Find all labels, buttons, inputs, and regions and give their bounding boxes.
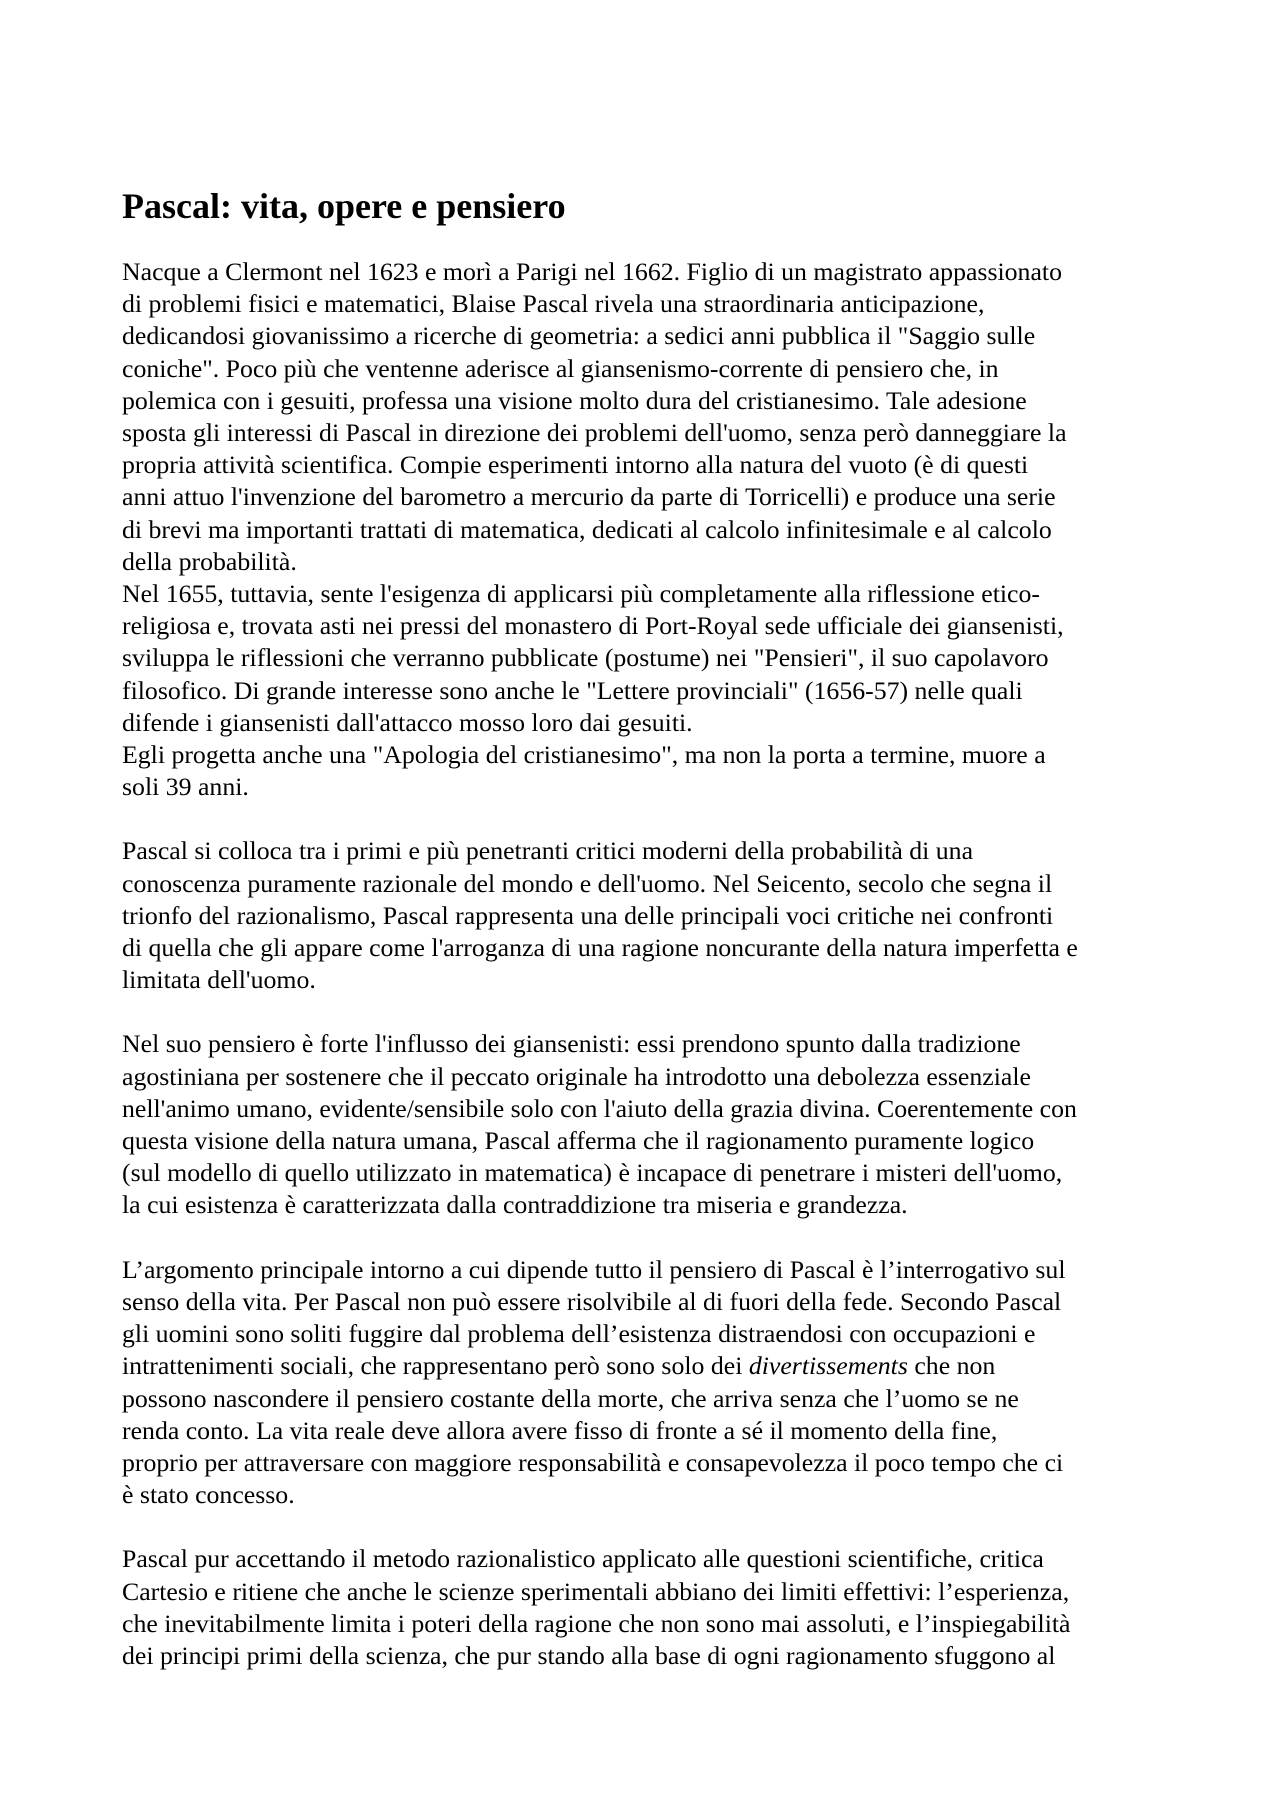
text-line: Nel suo pensiero è forte l'influsso dei giansenisti: essi prendono spunto dalla tradizione [122, 1029, 1021, 1059]
text-line: limitata dell'uomo. [122, 965, 316, 995]
text-line: della probabilità. [122, 546, 297, 576]
text-line: Pascal pur accettando il metodo razionalistico applicato alle questioni scientifiche, critica [122, 1544, 1044, 1574]
text-line: dei principi primi della scienza, che pur stando alla base di ogni ragionamento sfuggono al [122, 1640, 1056, 1670]
page-title: Pascal: vita, opere e pensiero [122, 186, 566, 226]
text-line: sviluppa le riflessioni che verranno pubblicate (postume) nei "Pensieri", il suo capolavoro [122, 643, 1049, 673]
text-line: di quella che gli appare come l'arroganza di una ragione noncurante della natura imperfetta e [122, 933, 1078, 963]
text-line: senso della vita. Per Pascal non può essere risolvibile al di fuori della fede. Secondo Pascal [122, 1286, 1062, 1316]
text-line: di brevi ma importanti trattati di matematica, dedicati al calcolo infinitesimale e al calcolo [122, 514, 1052, 544]
text-line: conoscenza puramente razionale del mondo e dell'uomo. Nel Seicento, secolo che segna il [122, 868, 1053, 898]
text-line: nell'animo umano, evidente/sensibile solo con l'aiuto della grazia divina. Coerentemente con [122, 1093, 1077, 1123]
text-line: Pascal si colloca tra i primi e più penetranti critici moderni della probabilità di una [122, 836, 974, 866]
text-line: dedicandosi giovanissimo a ricerche di geometria: a sedici anni pubblica il "Saggio sulle [122, 321, 1036, 351]
text-line: Egli progetta anche una "Apologia del cristianesimo", ma non la porta a termine, muore a [122, 740, 1046, 770]
paragraph-meaning-of-life [122, 1254, 1174, 1512]
text-line: filosofico. Di grande interesse sono anche le "Lettere provinciali" (1656-57) nelle quali [122, 675, 1023, 705]
text-line: proprio per attraversare con maggiore responsabilità e consapevolezza il poco tempo che ci [122, 1447, 1064, 1477]
text-line: L’argomento principale intorno a cui dipende tutto il pensiero di Pascal è l’interrogativo sul [122, 1254, 1066, 1284]
text-line: possono nascondere il pensiero costante della morte, che arriva senza che l’uomo se ne [122, 1383, 1019, 1413]
paragraph-science-limits [122, 1543, 1174, 1672]
text-line: anni attuo l'invenzione del barometro a mercurio da parte di Torricelli) e produce una serie [122, 482, 1056, 512]
text-line: soli 39 anni. [122, 772, 249, 802]
text-line: difende i giansenisti dall'attacco mosso loro dai gesuiti. [122, 707, 693, 737]
document-page [122, 182, 1174, 1704]
text-line: propria attività scientifica. Compie esperimenti intorno alla natura del vuoto (è di questi [122, 450, 1029, 480]
text-line: la cui esistenza è caratterizzata dalla contraddizione tra miseria e grandezza. [122, 1190, 908, 1220]
text-line: polemica con i gesuiti, professa una visione molto dura del cristianesimo. Tale adesione [122, 385, 1027, 415]
text-line: gli uomini sono soliti fuggire dal problema dell’esistenza distraendosi con occupazioni e [122, 1319, 1036, 1349]
text-run: intrattenimenti sociali, che rappresentano però sono solo dei [122, 1351, 749, 1381]
text-line: agostiniana per sostenere che il peccato originale ha introdotto una debolezza essenziale [122, 1061, 1031, 1091]
text-line: che inevitabilmente limita i poteri della ragione che non sono mai assoluti, e l’inspiegabilità [122, 1608, 1071, 1638]
text-line: religiosa e, trovata asti nei pressi del monastero di Port-Royal sede ufficiale dei giansenisti, [122, 611, 1064, 641]
text-line: questa visione della natura umana, Pascal afferma che il ragionamento puramente logico [122, 1126, 1035, 1156]
text-line: Cartesio e ritiene che anche le scienze sperimentali abbiano dei limiti effettivi: l’esperienza, [122, 1576, 1070, 1606]
text-line: sposta gli interessi di Pascal in direzione dei problemi dell'uomo, senza però danneggiare la [122, 418, 1067, 448]
paragraph-jansenism [122, 1028, 1174, 1221]
text-run: che non [907, 1351, 996, 1381]
text-line-with-italic [122, 1350, 1174, 1382]
text-line: (sul modello di quello utilizzato in matematica) è incapace di penetrare i misteri dell'uomo, [122, 1158, 1063, 1188]
text-line: di problemi fisici e matematici, Blaise Pascal rivela una straordinaria anticipazione, [122, 289, 985, 319]
text-line: Nacque a Clermont nel 1623 e morì a Parigi nel 1662. Figlio di un magistrato appassionato [122, 257, 1062, 286]
text-line: renda conto. La vita reale deve allora avere fisso di fronte a sé il momento della fine, [122, 1415, 998, 1445]
text-line: coniche". Poco più che ventenne aderisce al giansenismo-corrente di pensiero che, in [122, 353, 999, 383]
text-line: è stato concesso. [122, 1480, 295, 1510]
italic-term: divertissements [748, 1351, 908, 1381]
paragraph-biography [122, 256, 1174, 803]
text-line: Nel 1655, tuttavia, sente l'esigenza di applicarsi più completamente alla riflessione etico- [122, 579, 1040, 609]
text-line: trionfo del razionalismo, Pascal rappresenta una delle principali voci critiche nei confronti [122, 900, 1054, 930]
paragraph-critique [122, 835, 1174, 996]
